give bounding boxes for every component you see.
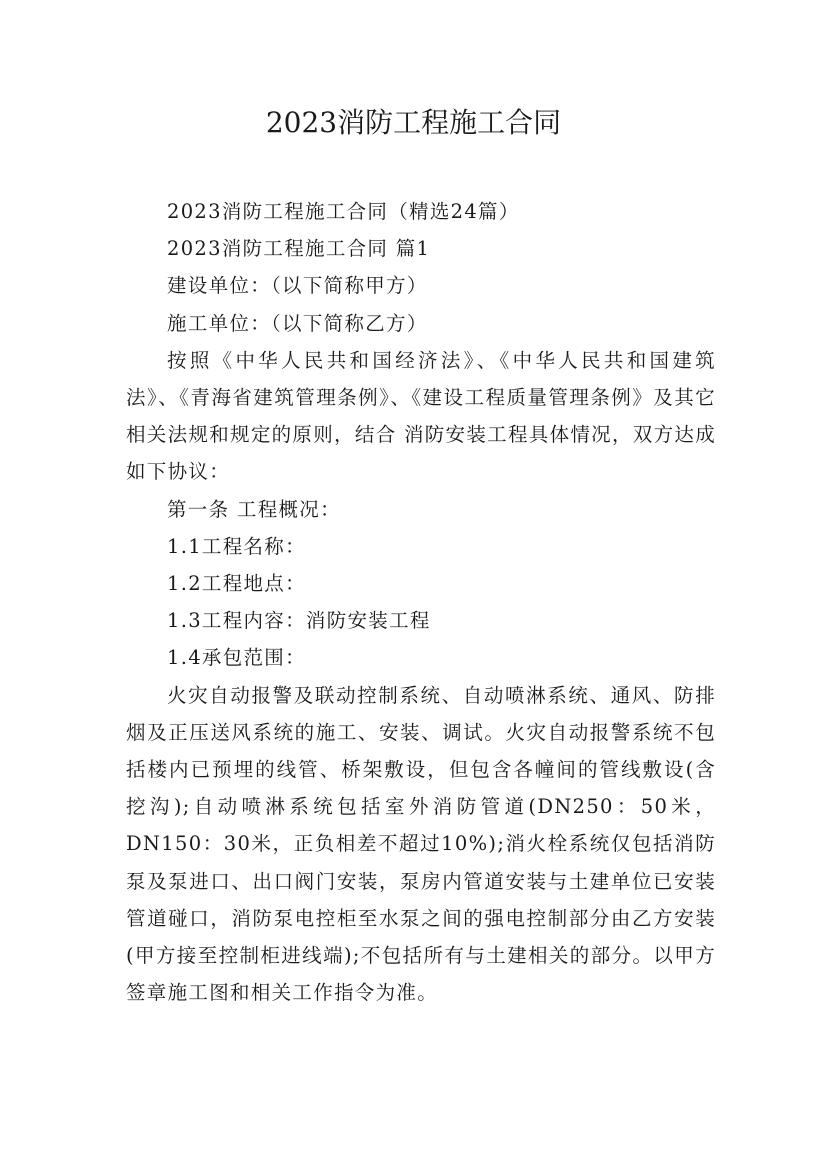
paragraph-scope-details: 火灾自动报警及联动控制系统、自动喷淋系统、通风、防排烟及正压送风系统的施工、安装、调试。火灾自动报警系统不包括楼内已预埋的线管、桥架敷设，但包含各幢间的管线敷设(含挖沟);自动喷淋系统包括室外消防管道(DN250：50米，DN150：30米，正负相差不超过10%);消火栓系统仅包括消防泵及泵进口、出口阀门安装，泵房内管道安装与土建单位已安装管道碰口，消防泵电控柜至水泵之间的强电控制部分由乙方安装(甲方接至控制柜进线端);不包括所有与土建相关的部分。以甲方签章施工图和相关工作指令为准。: [126, 683, 716, 1005]
paragraph-project-location: 1.2工程地点：: [167, 572, 306, 596]
paragraph-project-content: 1.3工程内容：消防安装工程: [167, 609, 431, 633]
paragraph-construction-unit: 建设单位：（以下简称甲方）: [167, 274, 428, 298]
paragraph-preamble: 按照《中华人民共和国经济法》、《中华人民共和国建筑法》、《青海省建筑管理条例》、《建设工程质量管理条例》及其它相关法规和规定的原则，结合 消防安装工程具体情况，双方达成如下协议：: [126, 348, 716, 484]
document-title: 2023消防工程施工合同: [265, 106, 562, 139]
paragraph-subtitle: 2023消防工程施工合同（精选24篇）: [167, 200, 520, 223]
paragraph-contract-scope: 1.4承包范围：: [167, 646, 306, 670]
paragraph-section-heading: 2023消防工程施工合同 篇1: [167, 237, 431, 261]
paragraph-project-name: 1.1工程名称：: [167, 534, 306, 558]
paragraph-contractor-unit: 施工单位：（以下简称乙方）: [167, 311, 428, 335]
paragraph-article-one: 第一条 工程概况：: [167, 497, 341, 521]
document-body: [126, 193, 716, 1011]
